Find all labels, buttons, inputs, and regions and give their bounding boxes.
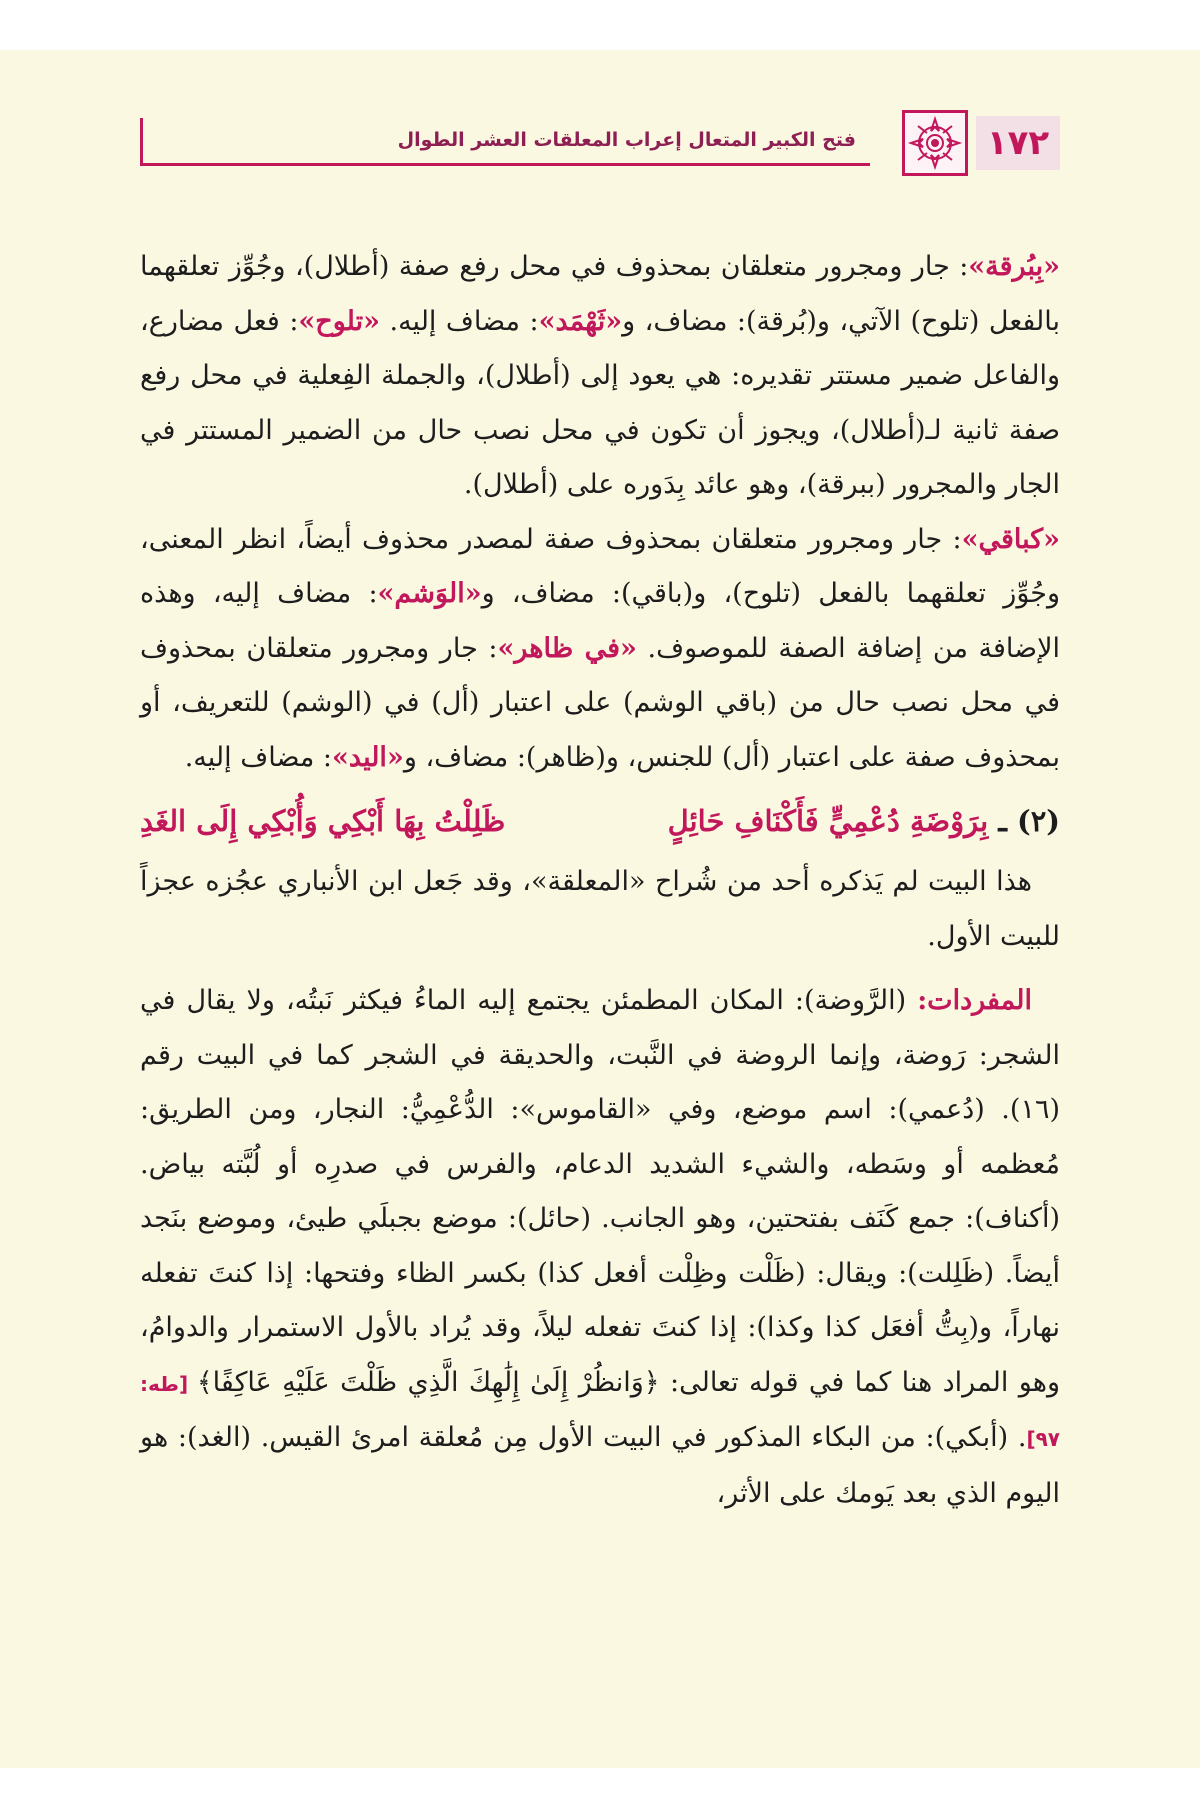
term-alyad: «اليد» — [332, 741, 404, 773]
text-segment: : مضاف إليه. — [184, 741, 333, 773]
poem-verse — [140, 791, 1060, 851]
vocabulary-label: المفردات: — [917, 985, 1032, 1016]
text-segment: : جار ومجرور متعلقان بمحذوف في محل نصب حال من (باقي الوشم) على اعتبار (أل) في (الوشم) للتعريف، أو بمحذوف صفة على اعتبار (أل) للجنس، و(ظاهر): مضاف، و — [140, 632, 1060, 773]
verse-note: هذا البيت لم يَذكره أحد من شُراح «المعلقة»، وقد جَعل ابن الأنباري عجُزه عجزاً للبيت الأول. — [140, 866, 1060, 952]
text-segment: : مضاف إليه، وهذه الإضافة من إضافة الصفة للموصوف. — [140, 578, 1060, 664]
term-talouh: «تلوح» — [298, 305, 381, 337]
ornament-icon — [902, 110, 968, 176]
text-segment: : جار ومجرور متعلقان بمحذوف في محل رفع صفة (أطلال)، وجُوِّز تعلقهما بالفعل (تلوح) الآتي، و(بُرقة): مضاف، و — [140, 251, 1061, 337]
text-segment: : جار ومجرور متعلقان بمحذوف صفة لمصدر محذوف أيضاً، انظر المعنى، وجُوِّز تعلقهما بالفعل (تلوح)، و(باقي): مضاف، و — [140, 523, 1060, 609]
page-header — [140, 110, 1060, 180]
verse-second-half: ظَلِلْتُ بِهَا أَبْكِي وَأُبْكِي إِلَى الغَدِ — [140, 804, 506, 838]
text-segment: : مضاف إليه. — [380, 305, 539, 337]
book-title: فتح الكبير المتعال إعراب المعلقات العشر الطوال — [140, 118, 870, 166]
text-segment: : فعل مضارع، والفاعل ضمير مستتر تقديره: هي يعود إلى (أطلال)، والجملة الفِعلية في محل رفع صفة ثانية لـ(أطلال)، ويجوز أن تكون في محل نصب حال من الضمير المستتر في الجار والمجرور (ببرقة)، وهو عائد بِدَوره على (أطلال). — [140, 305, 1060, 500]
paragraph-burqa — [140, 240, 1060, 513]
verse-first-half — [668, 791, 1060, 851]
page-content — [140, 240, 1060, 1521]
text-segment: . (أبكي): من البكاء المذكور في البيت الأول مِن مُعلقة امرئ القيس. (الغد): هو اليوم الذي بعد يَومك على الأثر، — [140, 1422, 1060, 1509]
term-alwashm: «الوَشم» — [377, 578, 482, 609]
term-kabaqi: «كباقي» — [961, 523, 1060, 555]
term-burqa: «بِبُرقة» — [968, 251, 1060, 282]
quran-reference: [طه: ٩٧] — [140, 1371, 1060, 1451]
verse-number: (٢) ـ — [998, 804, 1060, 838]
verse-first-half-text: بِرَوْضَةِ دُعْمِيٍّ فَأَكْنَافِ حَائِلٍ — [667, 804, 989, 838]
term-fi-zahir: «في ظاهر» — [497, 632, 637, 664]
quran-quote: ﴿وَانظُرْ إِلَىٰ إِلَٰهِكَ الَّذِي ظَلْتَ عَلَيْهِ عَاكِفًا﴾ — [196, 1366, 660, 1398]
paragraph-kabaqi — [140, 513, 1060, 786]
vocabulary-paragraph — [140, 974, 1060, 1521]
term-thahmad: «ثَهْمَد» — [538, 305, 623, 337]
text-segment: (الرَّوضة): المكان المطمئن يجتمع إليه الماءُ فيكثر نَبتُه، ولا يقال في الشجر: رَوضة، وإنما الروضة في النَّبت، والحديقة في الشجر كما في البيت رقم (١٦). (دُعمي): اسم موضع، وفي «القاموس»: الدُّعْمِيُّ: النجار، ومن الطريق: مُعظمه أو وسَطه، والشيء الشديد الدعام، والفرس في صدرِه أو لُبَّته بياض. (أكناف): جمع كَنَف بفتحتين، وهو الجانب. (حائل): موضع بجبلَي طيئ، وموضع بنَجد أيضاً. (ظَلِلت): ويقال: (ظَلْت وظِلْت أفعل كذا) بكسر الظاء وفتحها: إذا كنتَ تفعله نهاراً، و(بِتُّ أفعَل كذا وكذا): إذا كنتَ تفعله ليلاً، وقد يُراد بالأول الاستمرار والدوامُ، وهو المراد هنا كما في قوله تعالى: — [140, 985, 1060, 1398]
spacer — [140, 964, 1060, 974]
page-number: ١٧٢ — [976, 116, 1060, 170]
